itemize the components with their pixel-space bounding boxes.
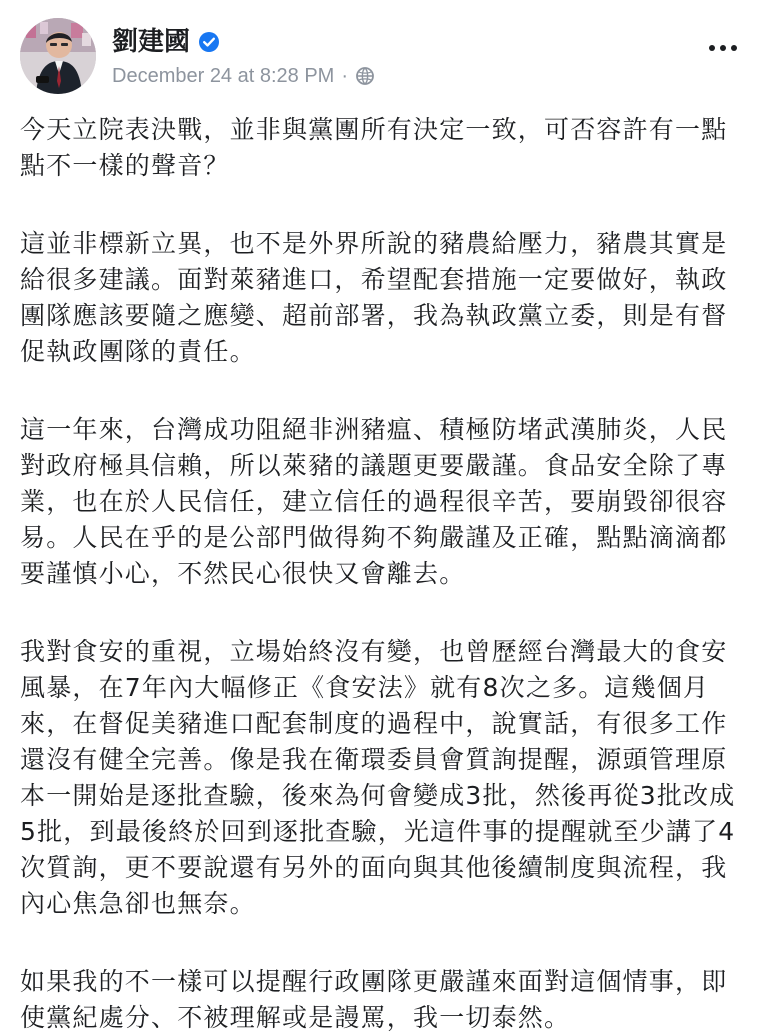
author-avatar[interactable] <box>20 18 96 94</box>
post-paragraph: 今天立院表決戰，並非與黨團所有決定一致，可否容許有一點點不一樣的聲音？ <box>20 115 728 180</box>
post-body <box>20 112 744 1036</box>
post-header <box>16 14 749 94</box>
post-paragraph: 這一年來，台灣成功阻絕非洲豬瘟、積極防堵武漢肺炎，人民對政府極具信賴，所以萊豬的議題更要嚴謹。食品安全除了專業，也在於人民信任，建立信任的過程很辛苦，要崩毀卻很容易。人民在乎的是公部門做得夠不夠嚴謹及正確，點點滴滴都要謹慎小心，不然民心很快又會離去。 <box>20 415 728 588</box>
author-row <box>112 26 220 58</box>
ellipsis-icon <box>720 45 726 51</box>
ellipsis-icon <box>731 45 737 51</box>
post-paragraph: 這並非標新立異，也不是外界所說的豬農給壓力，豬農其實是給很多建議。面對萊豬進口，希望配套措施一定要做好，執政團隊應該要隨之應變、超前部署，我為執政黨立委，則是有督促執政團隊的責任。 <box>20 229 728 366</box>
post-paragraph: 如果我的不一樣可以提醒行政團隊更嚴謹來面對這個情事，即使黨紀處分、不被理解或是謾罵，我一切泰然。 <box>20 967 728 1032</box>
more-options-button[interactable] <box>703 36 743 60</box>
ellipsis-icon <box>709 45 715 51</box>
post-meta <box>112 64 375 88</box>
verified-badge-icon <box>198 31 220 53</box>
post-timestamp[interactable]: December 24 at 8:28 PM <box>112 65 335 87</box>
globe-icon[interactable] <box>355 66 375 86</box>
post-paragraph: 我對食安的重視，立場始終沒有變，也曾歷經台灣最大的食安風暴，在7年內大幅修正《食安法》就有8次之多。這幾個月來，在督促美豬進口配套制度的過程中，說實話，有很多工作還沒有健全完善。像是我在衛環委員會質詢提醒，源頭管理原本一開始是逐批查驗，後來為何會變成3批，然後再從3批改成5批，到最後終於回到逐批查驗，光這件事的提醒就至少講了4次質詢，更不要說還有另外的面向與其他後續制度與流程，我內心焦急卻也無奈。 <box>20 637 736 918</box>
author-name[interactable]: 劉建國 <box>112 27 191 57</box>
meta-separator: · <box>341 65 349 87</box>
profile-photo <box>20 18 96 94</box>
